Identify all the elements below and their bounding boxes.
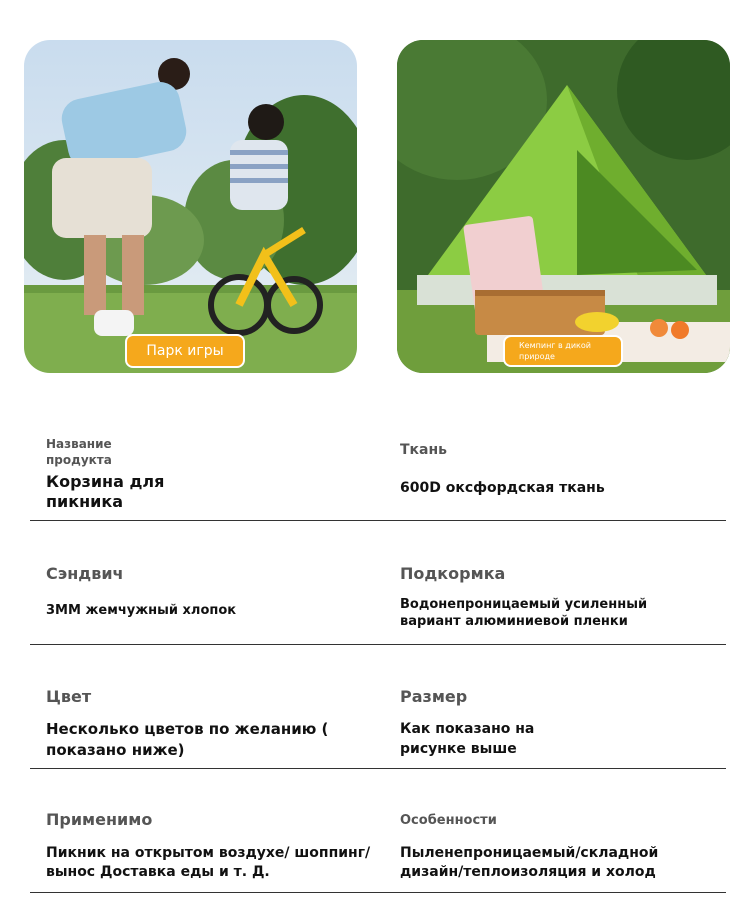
lining-value: Водонепроницаемый усиленный вариант алюминиевой пленки (400, 597, 648, 629)
park-illustration (24, 40, 357, 373)
spec-row-2 (30, 520, 726, 645)
features-label: Особенности (400, 813, 497, 828)
camping-photo (397, 40, 730, 373)
spec-row-1 (30, 420, 726, 521)
product-name-label: Название продукта (46, 437, 112, 467)
sandwich-label: Сэндвич (46, 564, 124, 583)
fabric-label: Ткань (400, 442, 448, 458)
spec-row-3 (30, 644, 726, 769)
color-value: Несколько цветов по желанию ( показано ниже) (46, 720, 329, 759)
lining-label: Подкормка (400, 564, 506, 583)
size-label: Размер (400, 687, 468, 706)
spec-row-4 (30, 768, 726, 893)
camping-badge: Кемпинг в дикой природе (503, 335, 623, 367)
product-name-value: Корзина для пикника (46, 472, 165, 511)
park-photo (24, 40, 357, 373)
color-label: Цвет (46, 687, 92, 706)
park-badge: Парк игры (125, 334, 245, 368)
usage-label: Применимо (46, 810, 153, 829)
fabric-value: 600D оксфордская ткань (400, 480, 605, 496)
features-value: Пыленепроницаемый/складной дизайн/теплоизоляция и холод (400, 845, 659, 880)
size-value: Как показано на рисунке выше (400, 721, 535, 757)
sandwich-value: 3MM жемчужный хлопок (46, 603, 237, 618)
camping-illustration (397, 40, 730, 373)
usage-value: Пикник на открытом воздухе/ шоппинг/вынос Доставка еды и т. Д. (46, 845, 371, 880)
